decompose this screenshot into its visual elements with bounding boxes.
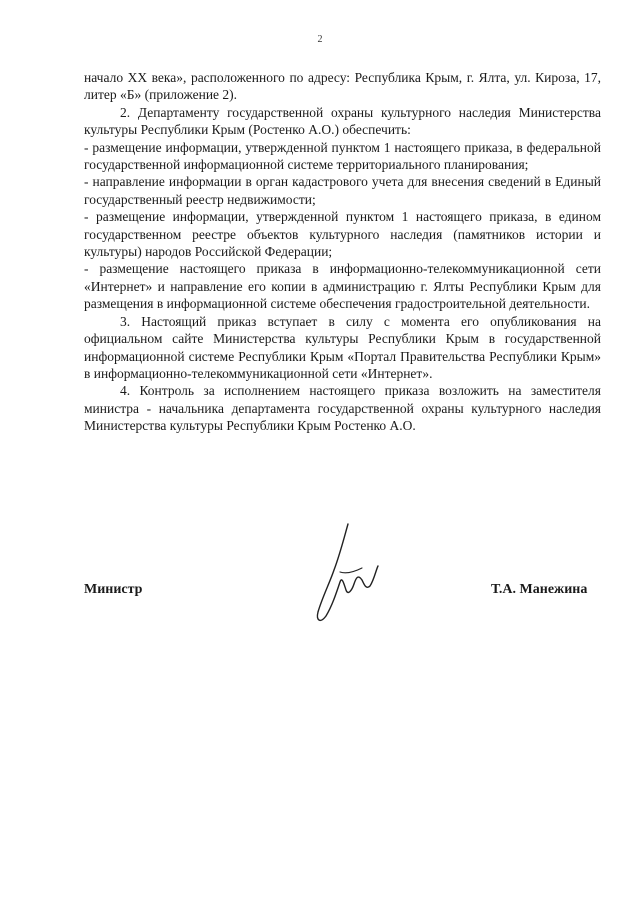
handwritten-signature [300, 520, 390, 630]
page-number: 2 [317, 34, 323, 45]
paragraph-bullet-heritage-registry: - размещение информации, утвержденной пунктом 1 настоящего приказа, в едином государственном реестре объектов культурного наследия (памятников истории и культуры) народов Российской Федерации; [84, 209, 601, 260]
paragraph-bullet-internet-publication: - размещение настоящего приказа в информационно-телекоммуникационной сети «Интернет» и направление его копии в администрацию г. Ялты Республики Крым для размещения в информационной системе обеспечения градостроительной деятельности. [84, 261, 601, 312]
signatory-name: Т.А. Манежина [491, 582, 588, 597]
paragraph-bullet-territorial-planning: - размещение информации, утвержденной пунктом 1 настоящего приказа, в федеральной государственной информационной системе территориального планирования; [84, 139, 601, 173]
paragraph-item-3: 3. Настоящий приказ вступает в силу с момента его опубликования на официальном сайте Министерства культуры Республики Крым в государственной информационной системе Республики Крым «Портал Правительства Республики Крым» в информационно-телекоммуникационной сети «Интернет». [84, 313, 601, 381]
paragraph-item-4: 4. Контроль за исполнением настоящего приказа возложить на заместителя министра - начальника департамента государственной охраны культурного наследия Министерства культуры Республики Крым Ростенко А.О. [84, 383, 601, 434]
document-body [84, 69, 601, 435]
paragraph-bullet-cadastral: - направление информации в орган кадастрового учета для внесения сведений в Единый государственный реестр недвижимости; [84, 174, 601, 207]
paragraph-object-address: начало XX века», расположенного по адресу: Республика Крым, г. Ялта, ул. Кироза, 17, литер «Б» (приложение 2). [84, 70, 601, 103]
signatory-title: Министр [84, 582, 143, 597]
paragraph-item-2: 2. Департаменту государственной охраны культурного наследия Министерства культуры Республики Крым (Ростенко А.О.) обеспечить: [84, 104, 601, 138]
